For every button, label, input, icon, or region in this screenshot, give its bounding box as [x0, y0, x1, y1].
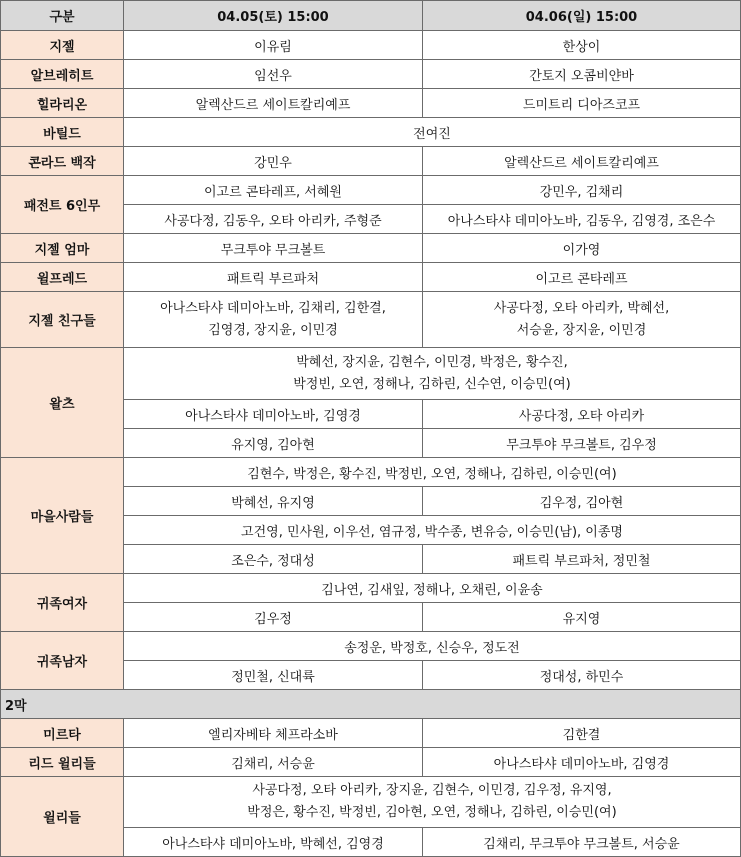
header-row	[1, 1, 741, 31]
table-row	[1, 263, 741, 292]
cast-cell-date1: 김우정	[124, 603, 423, 632]
role-label: 귀족여자	[1, 574, 124, 632]
role-label: 지젤 엄마	[1, 234, 124, 263]
cast-line: 박혜선, 장지윤, 김현수, 이민경, 박정은, 황수진,	[296, 354, 568, 370]
table-row	[1, 60, 741, 89]
cast-cell-date1: 알렉산드르 세이트칼리예프	[124, 89, 423, 118]
cast-cell-date2: 아나스타샤 데미아노바, 김영경	[423, 748, 741, 777]
table-row	[1, 719, 741, 748]
role-label: 콘라드 백작	[1, 147, 124, 176]
cast-cell-date2: 사공다정, 오타 아리카	[423, 400, 741, 429]
role-label: 윌프레드	[1, 263, 124, 292]
table-row	[1, 292, 741, 348]
cast-cell-date1: 정민철, 신대륙	[124, 661, 423, 690]
role-label: 지젤 친구들	[1, 292, 124, 348]
role-label: 알브레히트	[1, 60, 124, 89]
table-row	[1, 777, 741, 828]
role-label: 리드 윌리들	[1, 748, 124, 777]
cast-line: 사공다정, 오타 아리카, 박혜선,	[493, 300, 670, 316]
role-label: 바틸드	[1, 118, 124, 147]
cast-cell-date1: 이유림	[124, 31, 423, 60]
table-row	[1, 176, 741, 205]
cast-cell-date2: 무크투야 무크볼트, 김우정	[423, 429, 741, 458]
table-row	[1, 632, 741, 661]
cast-cell-both-dates: 김나연, 김새잎, 정해나, 오채린, 이윤송	[124, 574, 741, 603]
role-label: 패전트 6인무	[1, 176, 124, 234]
cast-cell-date2: 김채리, 무크투야 무크볼트, 서승윤	[423, 828, 741, 857]
cast-cell-date2: 아나스타샤 데미아노바, 김동우, 김영경, 조은수	[423, 205, 741, 234]
cast-cell-date1: 아나스타샤 데미아노바, 김영경	[124, 400, 423, 429]
date1-header: 04.05(토) 15:00	[124, 1, 423, 31]
cast-cell-date2: 유지영	[423, 603, 741, 632]
cast-cell-date2: 드미트리 디아즈코프	[423, 89, 741, 118]
cast-cell-both-dates: 고건영, 민사원, 이우선, 염규정, 박수종, 변유승, 이승민(남), 이종명	[124, 516, 741, 545]
cast-cell-date1: 무크투야 무크볼트	[124, 234, 423, 263]
cast-cell-both-dates: 김현수, 박정은, 황수진, 박정빈, 오연, 정해나, 김하린, 이승민(여)	[124, 458, 741, 487]
cast-line: 박정빈, 오연, 정해나, 김하린, 신수연, 이승민(여)	[293, 376, 571, 392]
cast-cell-date2: 이가영	[423, 234, 741, 263]
cast-cell-date2: 알렉산드르 세이트칼리예프	[423, 147, 741, 176]
cast-cell-date2: 패트릭 부르파처, 정민철	[423, 545, 741, 574]
role-label: 왈츠	[1, 348, 124, 458]
cast-cell-date2: 간토지 오콤비얀바	[423, 60, 741, 89]
table-row	[1, 147, 741, 176]
role-label: 귀족남자	[1, 632, 124, 690]
cast-line: 김영경, 장지윤, 이민경	[208, 322, 338, 338]
cast-cell-date1: 엘리자베타 체프라소바	[124, 719, 423, 748]
cast-cell-date2: 김한결	[423, 719, 741, 748]
role-label: 힐라리온	[1, 89, 124, 118]
table-row	[1, 348, 741, 400]
role-label: 지젤	[1, 31, 124, 60]
table-row	[1, 234, 741, 263]
cast-cell-both-dates: 송정운, 박정호, 신승우, 정도전	[124, 632, 741, 661]
cast-cell-date1: 유지영, 김아현	[124, 429, 423, 458]
cast-cell-date2	[423, 292, 741, 348]
cast-line: 아나스타샤 데미아노바, 김채리, 김한결,	[160, 300, 386, 316]
table-row	[1, 574, 741, 603]
cast-cell-both-dates: 전여진	[124, 118, 741, 147]
cast-cell-date1: 강민우	[124, 147, 423, 176]
table-row	[1, 89, 741, 118]
role-label: 윌리들	[1, 777, 124, 857]
act2-label: 2막	[1, 690, 741, 719]
role-label: 마을사람들	[1, 458, 124, 574]
cast-cell-date2: 강민우, 김채리	[423, 176, 741, 205]
cast-cell-date2: 이고르 콘타레프	[423, 263, 741, 292]
date2-header: 04.06(일) 15:00	[423, 1, 741, 31]
cast-cell-date1: 박혜선, 유지영	[124, 487, 423, 516]
table-row	[1, 118, 741, 147]
cast-cell-date1	[124, 292, 423, 348]
cast-cell-date1: 아나스타샤 데미아노바, 박혜선, 김영경	[124, 828, 423, 857]
act-header-row	[1, 690, 741, 719]
cast-line: 사공다정, 오타 아리카, 장지윤, 김현수, 이민경, 김우정, 유지영,	[252, 783, 612, 798]
cast-cell-date2: 김우정, 김아현	[423, 487, 741, 516]
cast-cell-date1: 사공다정, 김동우, 오타 아리카, 주형준	[124, 205, 423, 234]
table-row	[1, 458, 741, 487]
table-row	[1, 748, 741, 777]
table-row	[1, 31, 741, 60]
cast-cell-date1: 패트릭 부르파처	[124, 263, 423, 292]
cast-cell-date1: 조은수, 정대성	[124, 545, 423, 574]
cast-cell-both-dates	[124, 777, 741, 828]
role-label: 미르타	[1, 719, 124, 748]
cast-cell-date1: 김채리, 서승윤	[124, 748, 423, 777]
cast-line: 박정은, 황수진, 박정빈, 김아현, 오연, 정해나, 김하린, 이승민(여)	[247, 805, 617, 820]
cast-cell-date2: 정대성, 하민수	[423, 661, 741, 690]
cast-cell-date1: 임선우	[124, 60, 423, 89]
cast-cell-both-dates	[124, 348, 741, 400]
role-column-header: 구분	[1, 1, 124, 31]
cast-cell-date1: 이고르 콘타레프, 서혜원	[124, 176, 423, 205]
cast-line: 서승윤, 장지윤, 이민경	[516, 322, 647, 338]
cast-cell-date2: 한상이	[423, 31, 741, 60]
